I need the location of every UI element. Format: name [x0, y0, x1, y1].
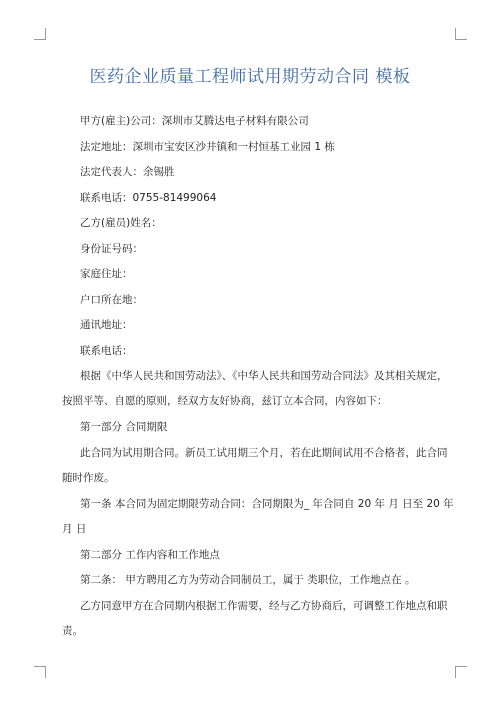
intro-paragraph-line-1: 根据《中华人民共和国劳动法》、《中华人民共和国劳动合同法》及其相关规定，	[80, 370, 448, 382]
party-b-phone: 联系电话：	[80, 345, 133, 357]
party-b-mail-address: 通讯地址：	[80, 319, 133, 331]
article2-paragraph-line-1: 乙方同意甲方在合同期内根据工作需要，经与乙方协商后，可调整工作地点和职	[80, 600, 448, 612]
party-a-company: 甲方(雇主)公司：深圳市艾腾达电子材料有限公司	[80, 115, 309, 127]
party-a-address: 法定地址：深圳市宝安区沙井镇和一村恒基工业园 1 栋	[80, 141, 335, 153]
document-title: 医药企业质量工程师试用期劳动合同 模板	[89, 67, 411, 87]
part2-heading: 第二部分 工作内容和工作地点	[80, 549, 220, 561]
crop-mark-bottom-left	[34, 666, 46, 678]
part1-heading: 第一部分 合同期限	[80, 421, 168, 433]
part1-text-line-2: 随时作废。	[62, 472, 115, 484]
party-b-hukou: 户口所在地：	[80, 294, 143, 306]
crop-mark-top-left	[34, 28, 46, 40]
party-b-home-address: 家庭住址：	[80, 268, 133, 280]
article2-text: 第二条： 甲方聘用乙方为劳动合同制员工，属于 类职位，工作地点在 。	[80, 574, 416, 586]
party-a-representative: 法定代表人：余锡胜	[80, 166, 175, 178]
part1-text-line-1: 此合同为试用期合同。新员工试用期三个月，若在此期间试用不合格者，此合同	[80, 447, 448, 459]
party-b-name: 乙方(雇员)姓名：	[80, 217, 162, 229]
party-b-id-number: 身份证号码：	[80, 243, 143, 255]
article2-paragraph-line-2: 责。	[62, 625, 83, 637]
article1-line-2: 月 日	[62, 523, 87, 535]
article1-line-1: 第一条 本合同为固定期限劳动合同：合同期限为_ 年合同自 20 年 月 日至 20 年	[80, 498, 454, 510]
intro-paragraph-line-2: 按照平等、自愿的原则，经双方友好协商，兹订立本合同，内容如下：	[62, 395, 388, 407]
party-a-phone: 联系电话：0755-81499064	[80, 192, 217, 204]
crop-mark-bottom-right	[455, 666, 467, 678]
crop-mark-top-right	[455, 28, 467, 40]
